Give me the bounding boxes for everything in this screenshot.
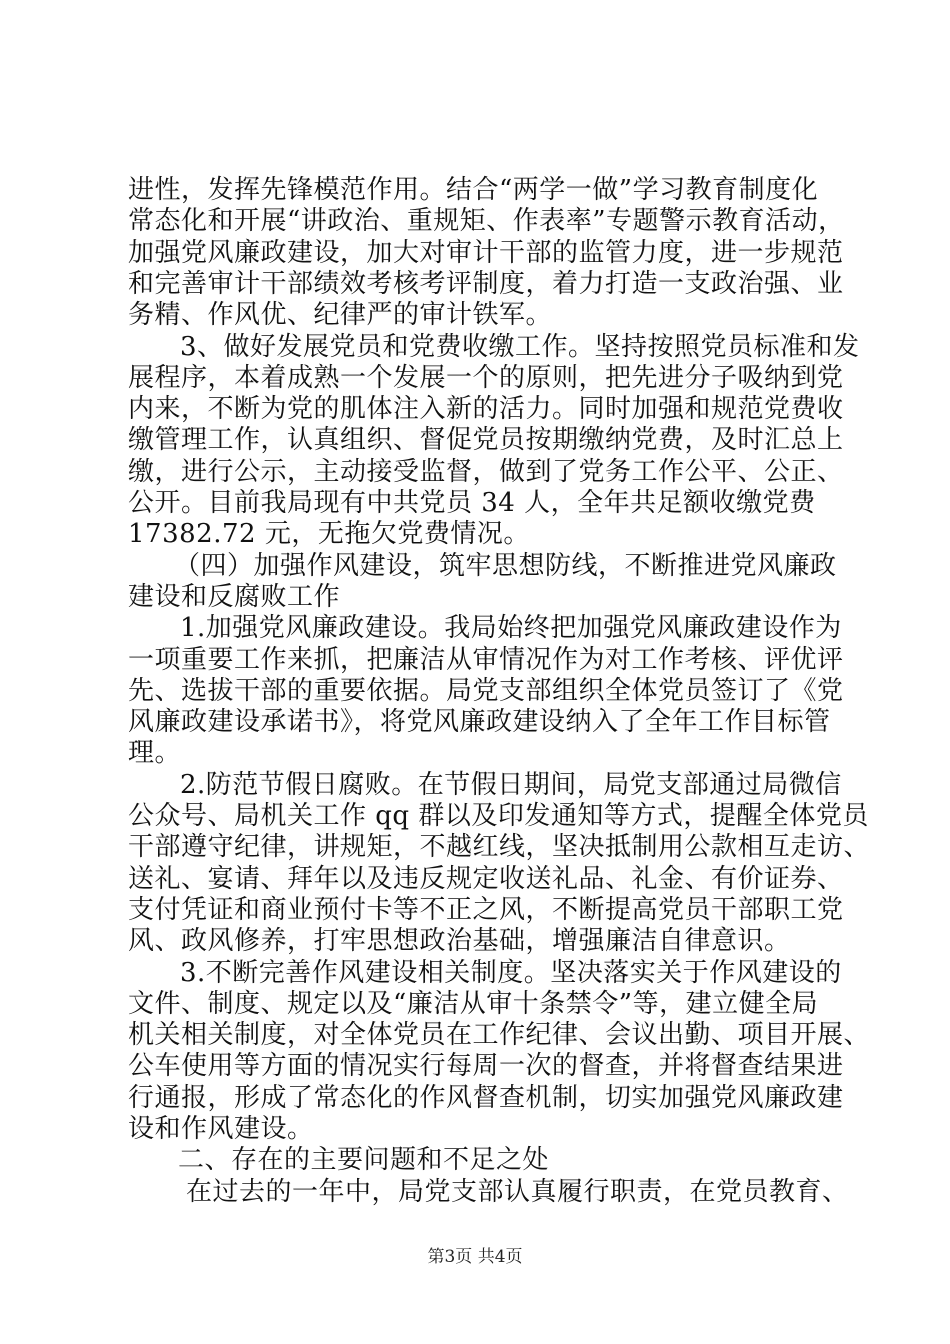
text-line: 2.防范节假日腐败。在节假日期间，局党支部通过局微信 (180, 770, 842, 800)
text-line: 风、政风修养，打牢思想政治基础，增强廉洁自律意识。 (128, 926, 791, 956)
text-line: 17382.72 元，无拖欠党费情况。 (128, 519, 530, 549)
text-line: 一项重要工作来抓，把廉洁从审情况作为对工作考核、评优评 (128, 645, 844, 675)
text-line: 公开。目前我局现有中共党员 34 人，全年共足额收缴党费 (128, 488, 816, 518)
page-footer: 第3页 共4页 (427, 1247, 523, 1267)
section-heading: （四）加强作风建设，筑牢思想防线，不断推进党风廉政 (174, 551, 837, 581)
text-line: 支付凭证和商业预付卡等不正之风，不断提高党员干部职工党 (128, 895, 844, 925)
section-heading: 建设和反腐败工作 (128, 582, 341, 612)
text-line: 理。 (128, 738, 182, 768)
text-line: 展程序，本着成熟一个发展一个的原则，把先进分子吸纳到党 (128, 363, 844, 393)
text-line: 送礼、宴请、拜年以及违反规定收送礼品、礼金、有价证券、 (128, 864, 844, 894)
text-line: 行通报，形成了常态化的作风督查机制，切实加强党风廉政建 (128, 1083, 844, 1113)
text-line: 进性，发挥先锋模范作用。结合“两学一做”学习教育制度化 (128, 175, 819, 205)
text-line: 公众号、局机关工作 qq 群以及印发通知等方式，提醒全体党员 (128, 801, 869, 831)
text-line: 内来，不断为党的肌体注入新的活力。同时加强和规范党费收 (128, 394, 844, 424)
text-line: 公车使用等方面的情况实行每周一次的督查，并将督查结果进 (128, 1051, 844, 1081)
text-line: 3、做好发展党员和党费收缴工作。坚持按照党员标准和发 (180, 332, 860, 362)
text-line: 干部遵守纪律，讲规矩，不越红线，坚决抵制用公款相互走访、 (128, 832, 871, 862)
text-line: 常态化和开展“讲政治、重规矩、作表率”专题警示教育活动， (128, 206, 845, 236)
text-line: 机关相关制度，对全体党员在工作纪律、会议出勤、项目开展、 (128, 1020, 871, 1050)
text-line: 缴管理工作，认真组织、督促党员按期缴纳党费，及时汇总上 (128, 425, 844, 455)
text-line: 先、选拔干部的重要依据。局党支部组织全体党员签订了《党 (128, 676, 844, 706)
section-heading: 二、存在的主要问题和不足之处 (178, 1145, 550, 1175)
text-line: 在过去的一年中，局党支部认真履行职责，在党员教育、 (186, 1177, 849, 1207)
text-line: 1.加强党风廉政建设。我局始终把加强党风廉政建设作为 (180, 613, 842, 643)
text-line: 3.不断完善作风建设相关制度。坚决落实关于作风建设的 (180, 958, 842, 988)
text-line: 风廉政建设承诺书》，将党风廉政建设纳入了全年工作目标管 (128, 707, 831, 737)
text-line: 文件、制度、规定以及“廉洁从审十条禁令”等，建立健全局 (128, 989, 819, 1019)
text-line: 设和作风建设。 (128, 1114, 314, 1144)
text-line: 加强党风廉政建设，加大对审计干部的监管力度，进一步规范 (128, 238, 844, 268)
text-line: 缴，进行公示，主动接受监督，做到了党务工作公平、公正、 (128, 457, 844, 487)
text-line: 和完善审计干部绩效考核考评制度，着力打造一支政治强、业 (128, 269, 844, 299)
text-line: 务精、作风优、纪律严的审计铁军。 (128, 300, 553, 330)
